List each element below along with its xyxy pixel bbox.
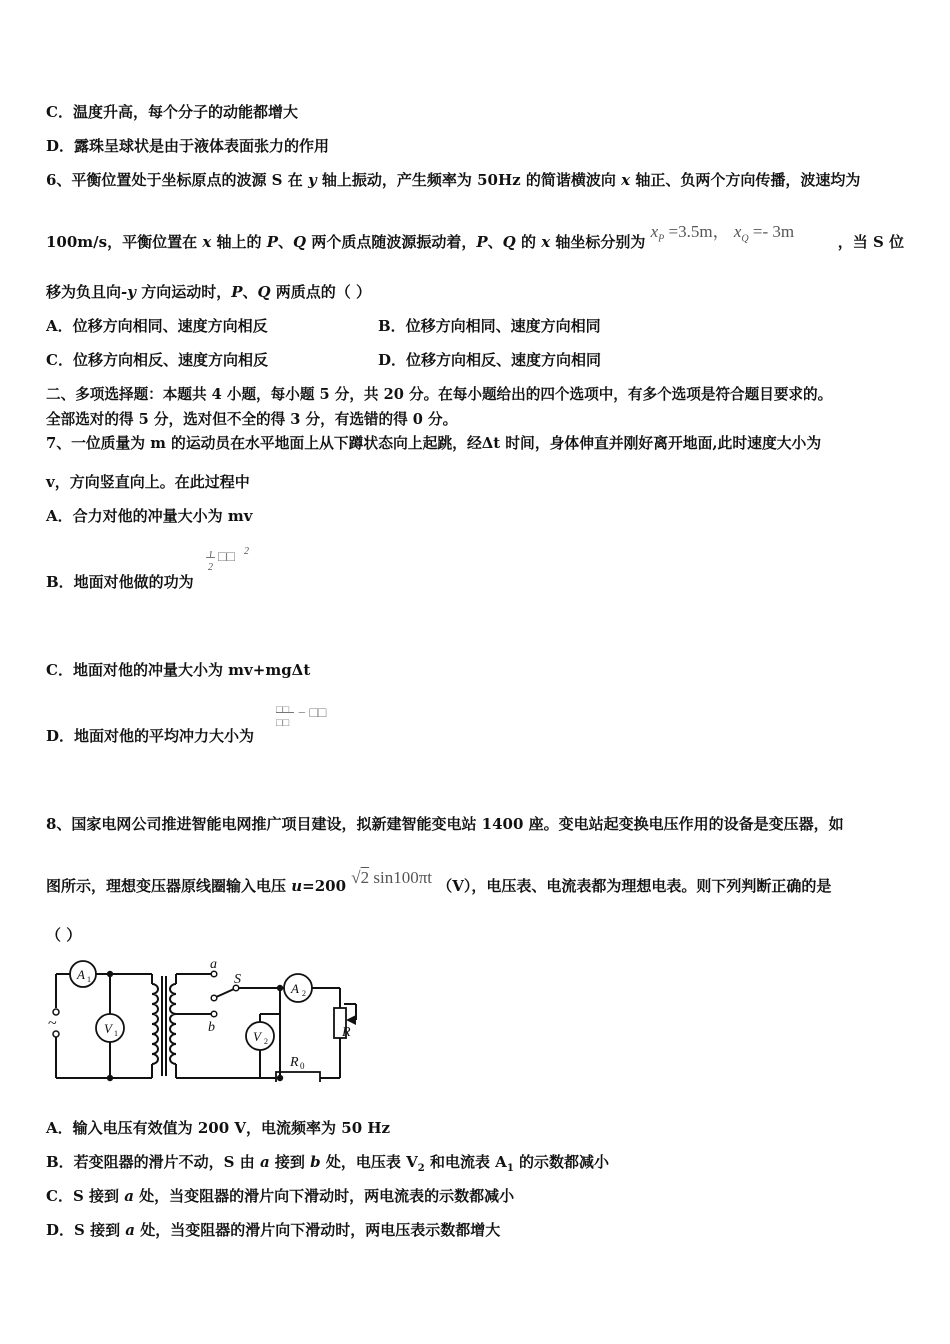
- transformer-circuit-diagram: [44, 952, 364, 1086]
- q8-option-d: D．S 接到 a 处，当变阻器的滑片向下滑动时，两电压表示数都增大: [46, 1221, 501, 1239]
- svg-text:A: A: [291, 981, 299, 996]
- resistor-r-label: R: [342, 1025, 351, 1040]
- q6-formula-xp: $x_P =3.5m$， $x_Q =- 3m$: [650, 222, 795, 245]
- q6-option-b: B．位移方向相同、速度方向相同: [378, 317, 601, 335]
- q5-option-d: D．露珠呈球状是由于液体表面张力的作用: [46, 137, 330, 155]
- q8-option-a: A．输入电压有效值为 200 V，电流频率为 50 Hz: [46, 1119, 391, 1137]
- q8-voltage-formula: √2 sin100πt: [351, 868, 433, 887]
- q7-option-a: A．合力对他的冲量大小为 mv: [46, 507, 253, 525]
- q7-option-c: C．地面对他的冲量大小为 mv+mgΔt: [46, 661, 311, 679]
- svg-text:a: a: [210, 957, 217, 972]
- svg-text:1: 1: [114, 1029, 118, 1038]
- q7-option-d: D．地面对他的平均冲力大小为 □□ □□ − □□: [46, 726, 254, 746]
- svg-text:S: S: [234, 972, 241, 987]
- q6-option-c: C．位移方向相反、速度方向相反: [46, 351, 268, 369]
- svg-text:A: A: [77, 967, 85, 982]
- q7-option-b: B．地面对他做的功为 1 2 □□ 2: [46, 572, 194, 592]
- q5-option-c: C．温度升高，每个分子的动能都增大: [46, 103, 298, 121]
- section2-heading-line2: 全部选对的得 5 分，选对但不全的得 3 分，有选错的得 0 分。: [46, 411, 458, 428]
- q7-option-b-formula: 1 2 □□ 2: [208, 546, 249, 573]
- svg-text:1: 1: [87, 975, 91, 984]
- svg-text:2: 2: [264, 1037, 268, 1046]
- q8-stem-line3: （ ）: [46, 926, 82, 944]
- ac-source-icon: ~: [48, 1015, 57, 1032]
- q6-option-d: D．位移方向相反、速度方向相同: [378, 351, 602, 369]
- section2-heading-line1: 二、多项选择题：本题共 4 小题，每小题 5 分，共 20 分。在每小题给出的四个选项中，有多个选项是符合题目要求的。: [46, 386, 833, 403]
- svg-text:0: 0: [300, 1061, 305, 1071]
- q7-option-d-formula: □□ □□ − □□: [276, 704, 327, 729]
- q8-stem-line1: 8、国家电网公司推进智能电网推广项目建设，拟新建智能变电站 1400 座。变电站起变换电压作用的设备是变压器，如: [46, 815, 844, 833]
- q6-option-a: A．位移方向相同、速度方向相反: [46, 317, 268, 335]
- q6-stem-line2: 100m/s，平衡位置在 x 轴上的 P、Q 两个质点随波源振动着，P、Q 的 x 轴坐标分别为 $x_P =3.5m$， $x_Q =- 3m$ ，当 S 位: [46, 222, 904, 251]
- q7-stem-line1: 7、一位质量为 m 的运动员在水平地面上从下蹲状态向上起跳，经Δt 时间，身体伸直并刚好离开地面,此时速度大小为: [46, 435, 822, 452]
- q7-stem-line2: v，方向竖直向上。在此过程中: [46, 473, 250, 491]
- svg-text:V: V: [253, 1029, 261, 1044]
- q8-option-c: C．S 接到 a 处，当变阻器的滑片向下滑动时，两电流表的示数都减小: [46, 1187, 515, 1205]
- svg-text:b: b: [208, 1020, 215, 1035]
- resistor-r0-label: R: [290, 1055, 299, 1070]
- q6-stem-line3: 移为负且向-y 方向运动时，P、Q 两质点的（ ）: [46, 283, 372, 301]
- svg-text:2: 2: [302, 989, 306, 998]
- q8-option-b: B．若变阻器的滑片不动，S 由 a 接到 b 处，电压表 $V_2$ 和电流表 $A_1$ 的示数都减小: [46, 1153, 610, 1174]
- svg-text:V: V: [104, 1021, 112, 1036]
- q8-stem-line2: 图所示，理想变压器原线圈输入电压 u=200 √2 sin100πt （V），电压表、电流表都为理想电表。则下列判断正确的是: [46, 868, 832, 895]
- q6-stem-line1: 6、平衡位置处于坐标原点的波源 S 在 y 轴上振动，产生频率为 50Hz 的简谐横波向 x 轴正、负两个方向传播，波速均为: [46, 171, 861, 189]
